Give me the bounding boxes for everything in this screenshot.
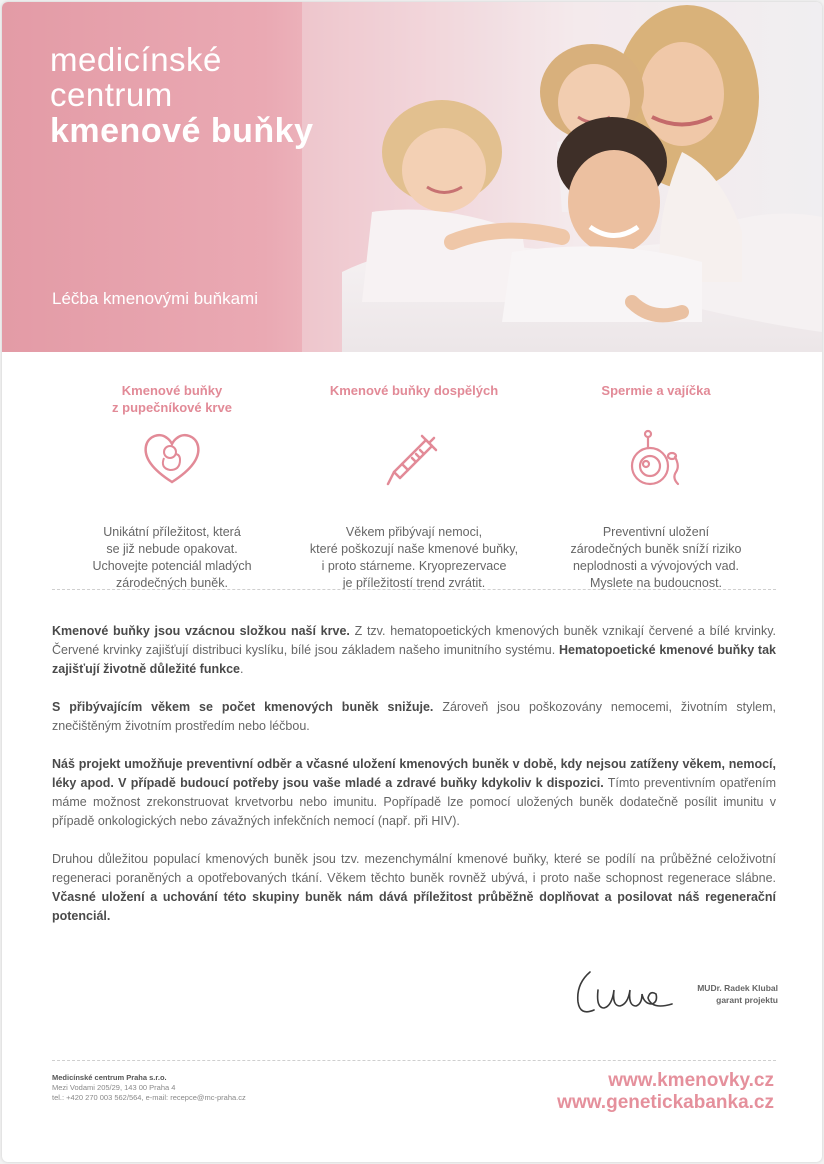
title-line-1: medicínské (50, 41, 222, 78)
paragraph-text: . (239, 662, 244, 676)
heart-fetus-icon (140, 426, 204, 490)
footer-divider (52, 1060, 776, 1061)
feature-title-line: Spermie a vajíčka (601, 383, 711, 398)
feature-desc-line: i proto stárneme. Kryoprezervace (321, 559, 507, 573)
footer-contact (52, 1073, 372, 1103)
paragraph-4 (52, 850, 776, 926)
feature-description (52, 524, 292, 592)
features-section (52, 382, 776, 590)
feature-adult-cells (294, 382, 534, 592)
hero-banner (2, 2, 822, 352)
paragraph-bold: S přibývajícím věkem se počet kmenových buněk snižuje. (52, 700, 434, 714)
feature-desc-line: zárodečných buněk. (116, 576, 228, 590)
signer-name: MUDr. Radek Klubal (697, 983, 778, 993)
signer-role: garant projektu (716, 995, 778, 1005)
paragraph-1 (52, 622, 776, 679)
hero-subtitle: Léčba kmenovými buňkami (52, 289, 258, 308)
sperm-egg-icon (624, 426, 688, 490)
organization-name: Medicínské centrum Praha s.r.o. (52, 1073, 167, 1082)
title-line-3: kmenové buňky (50, 112, 314, 150)
feature-cord-blood (52, 382, 292, 592)
paragraph-bold: Včasné uložení a uchování této skupiny buněk nám dává příležitost průběžně doplňovat a posilovat náš regenerační potenciál. (52, 890, 776, 923)
feature-desc-line: neplodnosti a vývojových vad. (572, 559, 740, 573)
feature-desc-line: zárodečných buněk sníží riziko (570, 542, 742, 556)
paragraph-bold: Kmenové buňky jsou vzácnou složkou naší krve. (52, 624, 350, 638)
feature-title (52, 382, 292, 418)
feature-sperm-egg (536, 382, 776, 592)
paragraph-text: Z tzv. hematopoetických kmenových buněk vznikají červené a bílé krvinky. Červené krvinky zajišťují distribuci kyslíku, bílé jsou základem našeho imunitního systému. (52, 624, 776, 657)
feature-title-line: Kmenové buňky (121, 383, 223, 398)
paragraph-text: Druhou důležitou populací kmenových buněk jsou tzv. mezenchymální kmenové buňky, které se podílí na průběžné celoživotní regeneraci poraněných a opotřebovaných tkání. Věkem těchto buněk rovněž ubývá, i proto naše schopnost regenerace slábne. (52, 852, 776, 885)
feature-desc-line: se již nebude opakovat. (106, 542, 238, 556)
hero-title (50, 42, 313, 150)
feature-title-line: Kmenové buňky dospělých (329, 383, 499, 398)
feature-desc-line: Preventivní uložení (602, 525, 710, 539)
feature-desc-line: Myslete na budoucnost. (589, 576, 723, 590)
feature-desc-line: Unikátní příležitost, která (103, 525, 241, 539)
website-link-genetickabanka[interactable]: www.genetickabanka.cz (557, 1092, 774, 1113)
section-divider (52, 589, 776, 590)
feature-description (294, 524, 534, 592)
feature-desc-line: které poškozují naše kmenové buňky, (309, 542, 519, 556)
paragraph-text: Zároveň jsou poškozovány nemocemi, životním stylem, znečištěným životním prostředím nebo léčbou. (52, 700, 776, 733)
website-link-kmenovky[interactable]: www.kmenovky.cz (608, 1070, 774, 1091)
paragraph-3 (52, 755, 776, 831)
paragraph-bold: Náš projekt umožňuje preventivní odběr a včasné uložení kmenových buněk v době, kdy nejsou zatíženy věkem, nemocí, léky apod. V případě budoucí potřeby jsou vaše mladé a zdravé buňky kdykoliv k dispozici. (52, 757, 776, 790)
document-page (2, 2, 822, 1162)
feature-title (294, 382, 534, 418)
paragraph-2 (52, 698, 776, 736)
paragraph-text: Tímto preventivním opatřením máme možnost zrekonstruovat krvetvorbu nebo imunitu. Popřípadě lze pomocí uložených buněk dodatečně posílit imunitu v případě onkologických nebo závažných infekčních nemocí (např. při HIV). (52, 776, 776, 828)
handwritten-signature (572, 964, 682, 1020)
feature-desc-line: Věkem přibývají nemoci, (345, 525, 483, 539)
article-body (52, 622, 776, 945)
footer-links (557, 1070, 774, 1114)
feature-title-line: z pupečníkové krve (112, 400, 232, 415)
syringe-icon (382, 426, 446, 490)
paragraph-bold: Hematopoetické kmenové buňky tak zajišťují životně důležité funkce (52, 643, 776, 676)
feature-title (536, 382, 776, 418)
feature-desc-line: je příležitostí trend zvrátit. (342, 576, 486, 590)
signature-info (684, 982, 778, 1006)
family-photo (302, 2, 822, 352)
organization-contact: tel.: +420 270 003 562/564, e-mail: recepce@mc-praha.cz (52, 1093, 246, 1102)
title-line-2: centrum (50, 76, 173, 113)
feature-description (536, 524, 776, 592)
feature-desc-line: Uchovejte potenciál mladých (92, 559, 252, 573)
organization-address: Mezi Vodami 205/29, 143 00 Praha 4 (52, 1083, 176, 1092)
